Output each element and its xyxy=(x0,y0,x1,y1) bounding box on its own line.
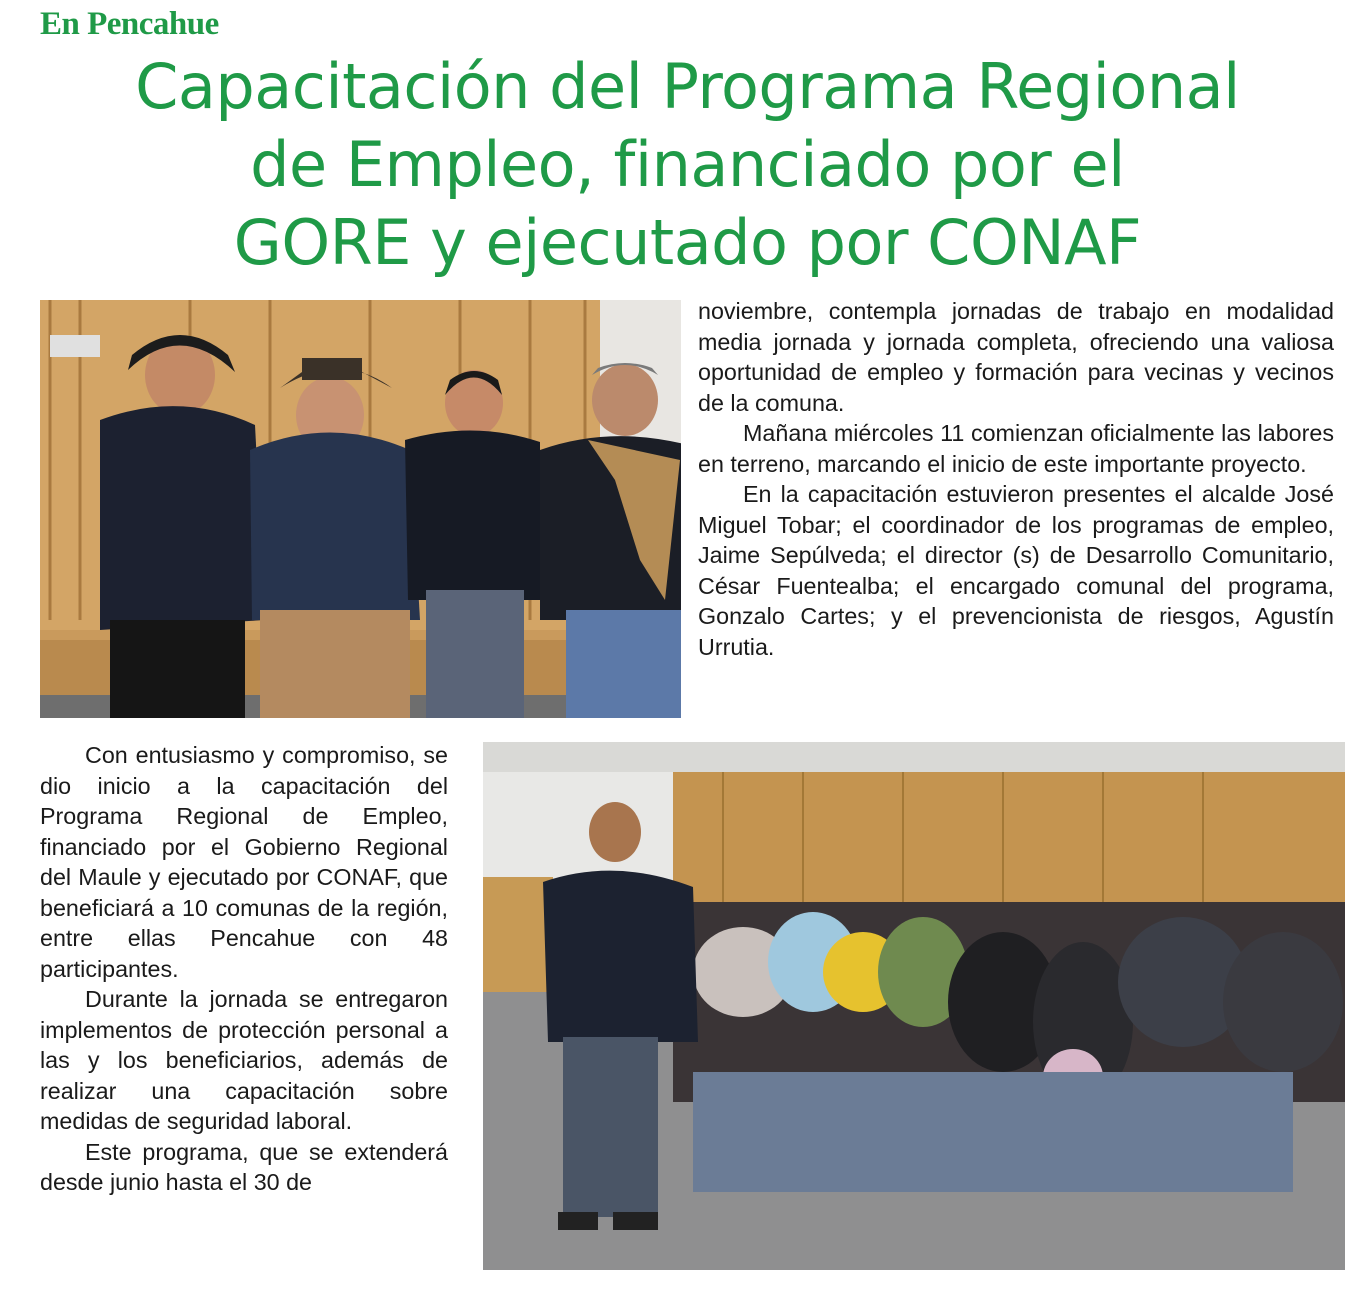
article-column-right xyxy=(698,296,1334,662)
paragraph: Mañana miércoles 11 comienzan oficialmente las labores en terreno, marcando el inicio de este importante proyecto. xyxy=(698,420,1334,477)
paragraph: En la capacitación estuvieron presentes el alcalde José Miguel Tobar; el coordinador de los programas de empleo, Jaime Sepúlveda; el director (s) de Desarrollo Comunitario, César Fuentealba; el encargado comunal del programa, Gonzalo Cartes; y el prevencionista de riesgos, Agustín Urrutia. xyxy=(698,481,1334,660)
paragraph: Este programa, que se extenderá desde junio hasta el 30 de xyxy=(40,1138,448,1195)
headline xyxy=(40,48,1335,282)
photo-officials-group xyxy=(40,300,681,718)
article-column-left xyxy=(40,740,448,1198)
paragraph: noviembre, contempla jornadas de trabajo en modalidad media jornada y jornada completa, ofreciendo una valiosa oportunidad de empleo y formación para vecinas y vecinos de la comuna. xyxy=(698,298,1334,416)
paragraph: Durante la jornada se entregaron implementos de protección personal a las y los beneficiarios, además de realizar una capacitación sobre medidas de seguridad laboral. xyxy=(40,986,448,1134)
headline-line: de Empleo, financiado por el xyxy=(250,128,1125,201)
photo-training-audience xyxy=(483,742,1345,1270)
paragraph: Con entusiasmo y compromiso, se dio inicio a la capacitación del Programa Regional de Empleo, financiado por el Gobierno Regional del Maule y ejecutado por CONAF, que beneficiará a 10 comunas de la región, entre ellas Pencahue con 48 participantes. xyxy=(40,742,448,982)
headline-line: GORE y ejecutado por CONAF xyxy=(233,206,1142,279)
headline-line: Capacitación del Programa Regional xyxy=(135,50,1240,123)
section-kicker: En Pencahue xyxy=(40,6,219,42)
